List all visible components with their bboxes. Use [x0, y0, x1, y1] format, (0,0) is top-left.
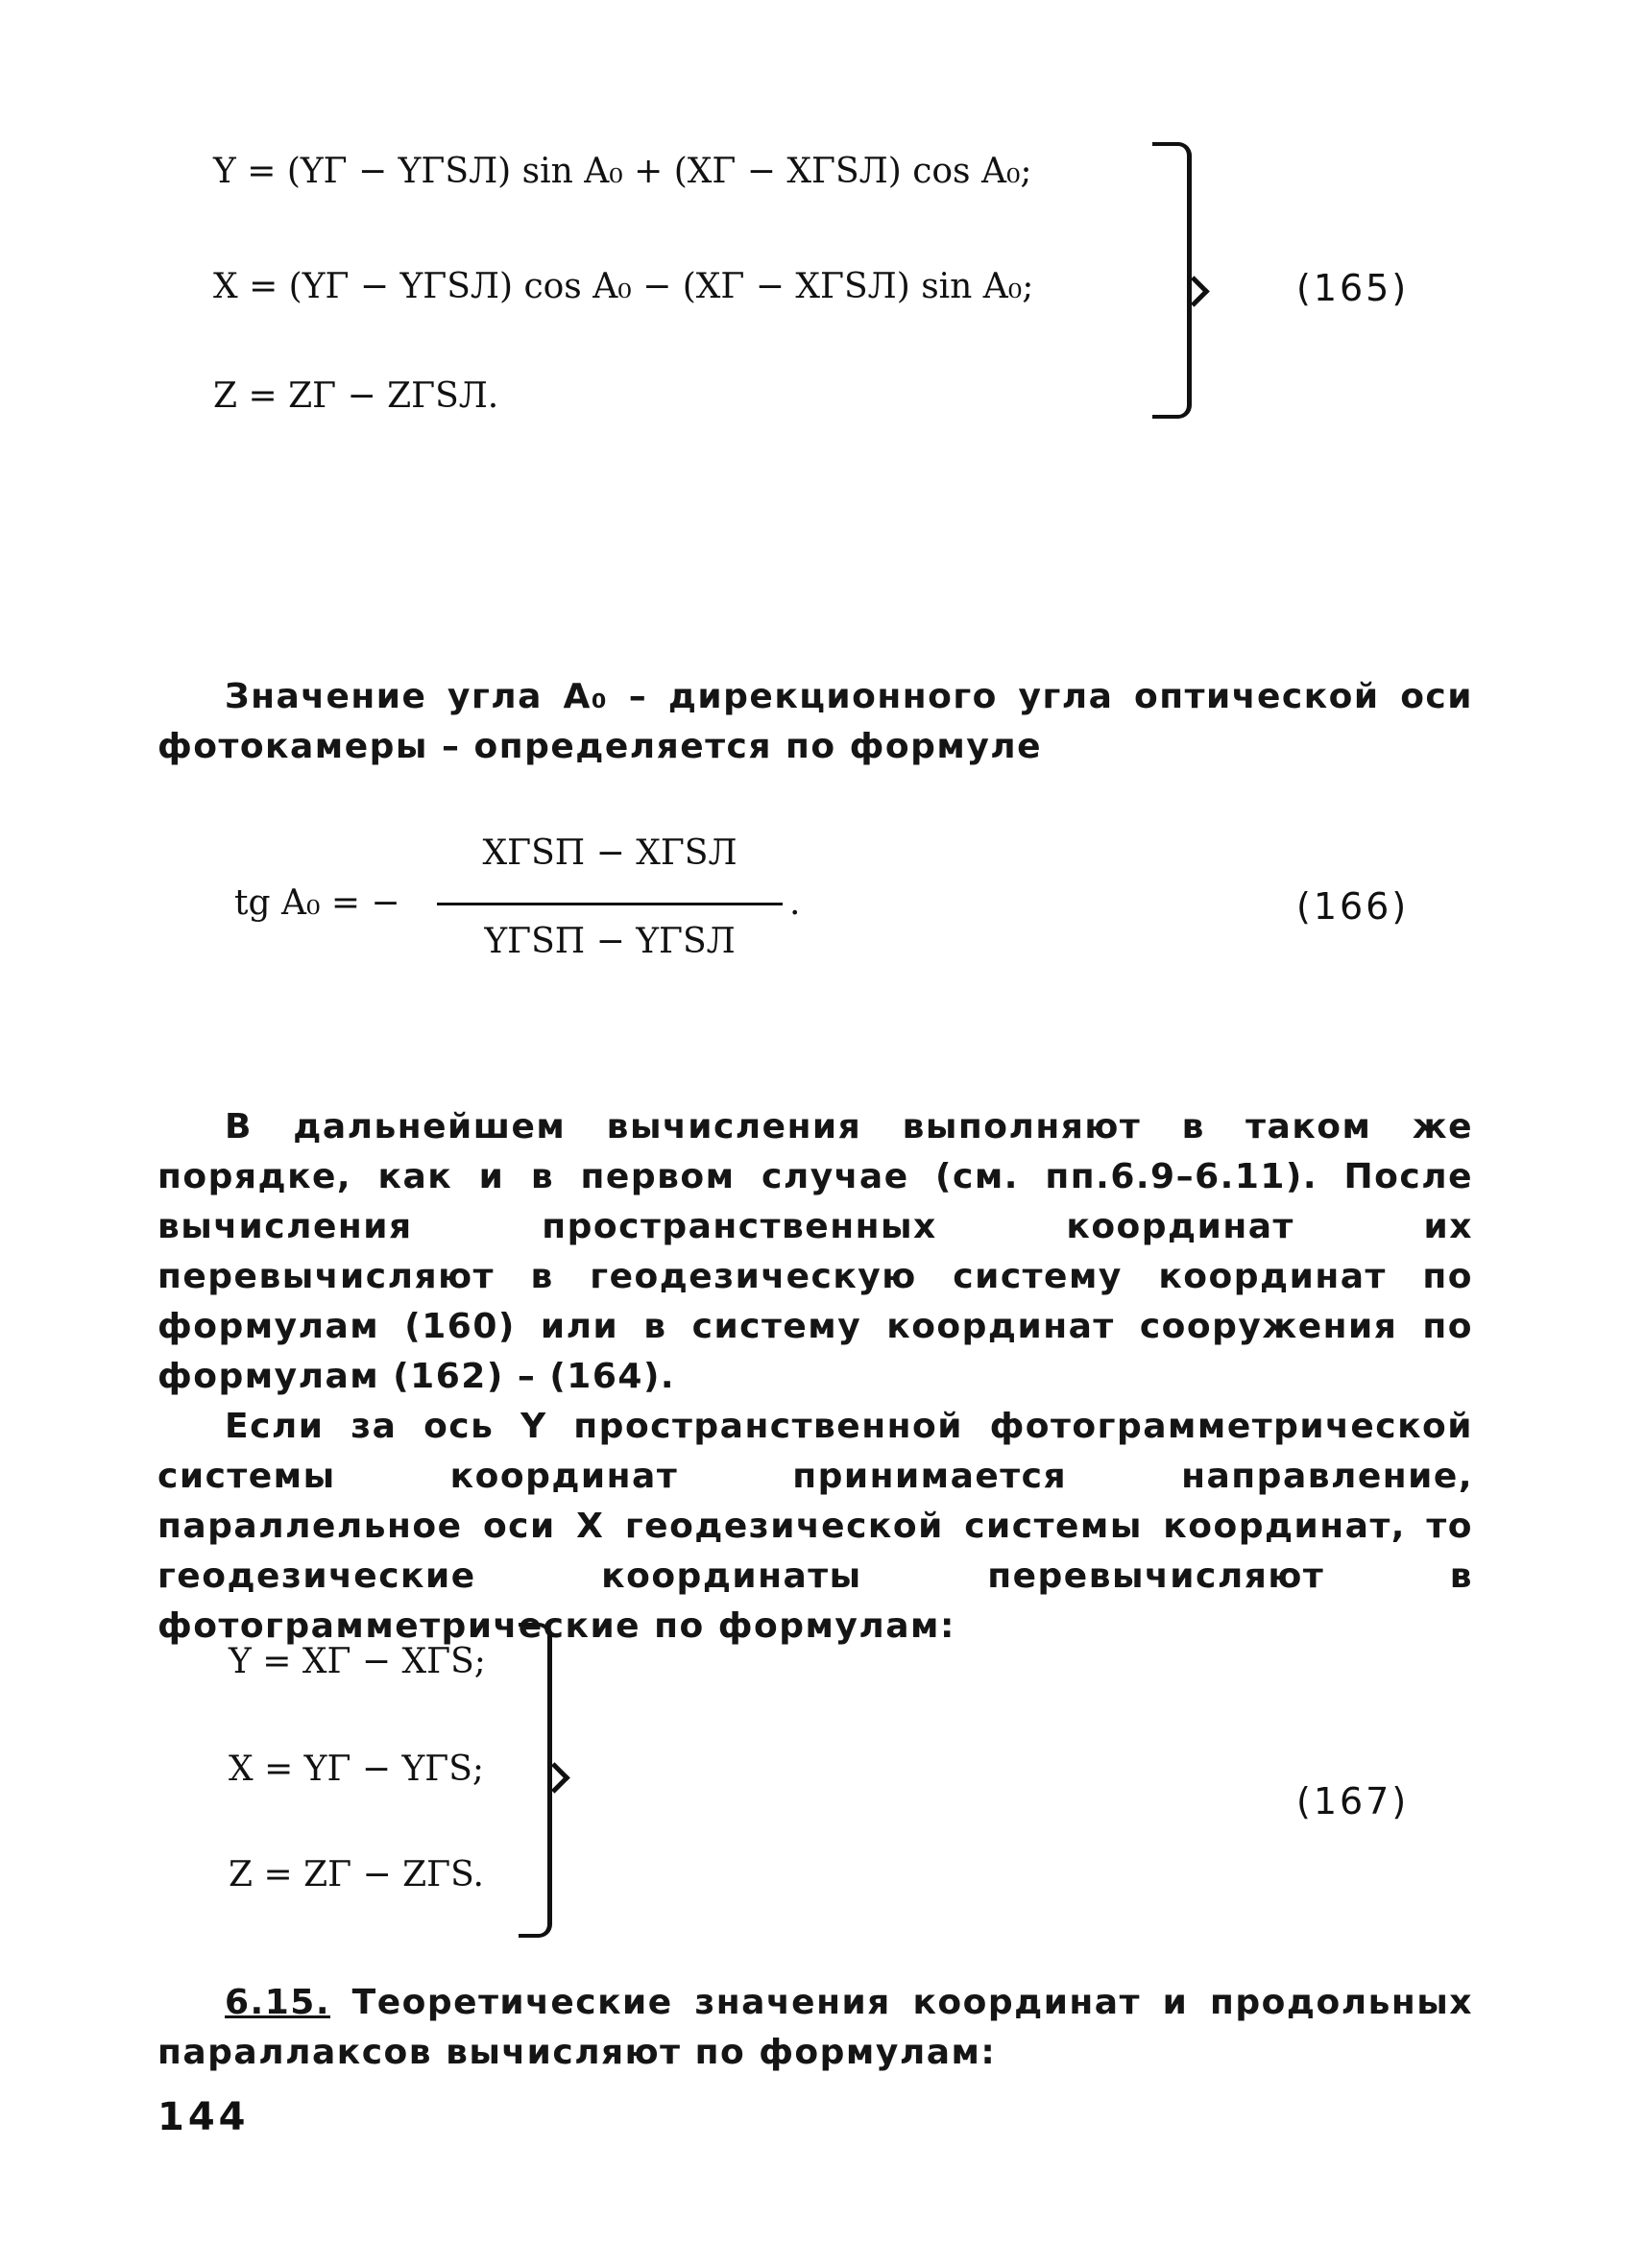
equation-166-lhs: tg A₀ = −: [234, 883, 400, 923]
equation-166-denominator: YΓSП − YΓSЛ: [484, 922, 736, 961]
equation-165-line-1: Y = (YΓ − YΓSЛ) sin A₀ + (XΓ − XΓSЛ) cos A₀;: [213, 152, 1032, 191]
equation-165-line-3: Z = ZΓ − ZΓSЛ.: [213, 376, 499, 416]
equation-166-numerator: XΓSП − XΓSЛ: [482, 833, 737, 873]
section-6-15-paragraph: [157, 1978, 1473, 2078]
equation-165-number: (165): [1296, 267, 1410, 309]
equation-166-fraction-bar: [437, 903, 783, 905]
paragraph-1-text: Значение угла A₀ – дирекционного угла оптической оси фотокамеры – определяется по формуле: [157, 677, 1473, 766]
paragraph-3-text: Если за ось Y пространственной фотограмметрической системы координат принимается направление, параллельное оси X геодезической системы координат, то геодезические координаты перевычисляют в фотограмметрические по формулам:: [157, 1407, 1473, 1646]
equation-165-line-2: X = (YΓ − YΓSЛ) cos A₀ − (XΓ − XΓSЛ) sin A₀;: [213, 267, 1034, 306]
page-number: 144: [157, 2095, 250, 2139]
equation-167-number: (167): [1296, 1780, 1410, 1822]
equation-167-line-3: Z = ZΓ − ZΓS.: [229, 1855, 484, 1894]
equation-167-line-2: X = YΓ − YΓS;: [229, 1749, 485, 1789]
equation-166-period: .: [789, 883, 801, 923]
equation-167-line-1: Y = XΓ − XΓS;: [229, 1642, 486, 1681]
section-6-15: [157, 1978, 1473, 2078]
paragraph-2-text: В дальнейшем вычисления выполняют в таком же порядке, как и в первом случае (см. пп.6.9–6.11). После вычисления пространственных координат их перевычисляют в геодезическую систему координат по формулам (160) или в систему координат сооружения по формулам (162) – (164).: [157, 1107, 1473, 1396]
equation-166-number: (166): [1296, 885, 1410, 928]
body-text-block: [157, 1102, 1473, 1652]
equation-165-brace: [1152, 142, 1192, 419]
section-text: Теоретические значения координат и продольных параллаксов вычисляют по формулам:: [157, 1983, 1473, 2072]
paragraph-angle-definition: [157, 672, 1473, 772]
section-number: 6.15.: [225, 1983, 330, 2022]
